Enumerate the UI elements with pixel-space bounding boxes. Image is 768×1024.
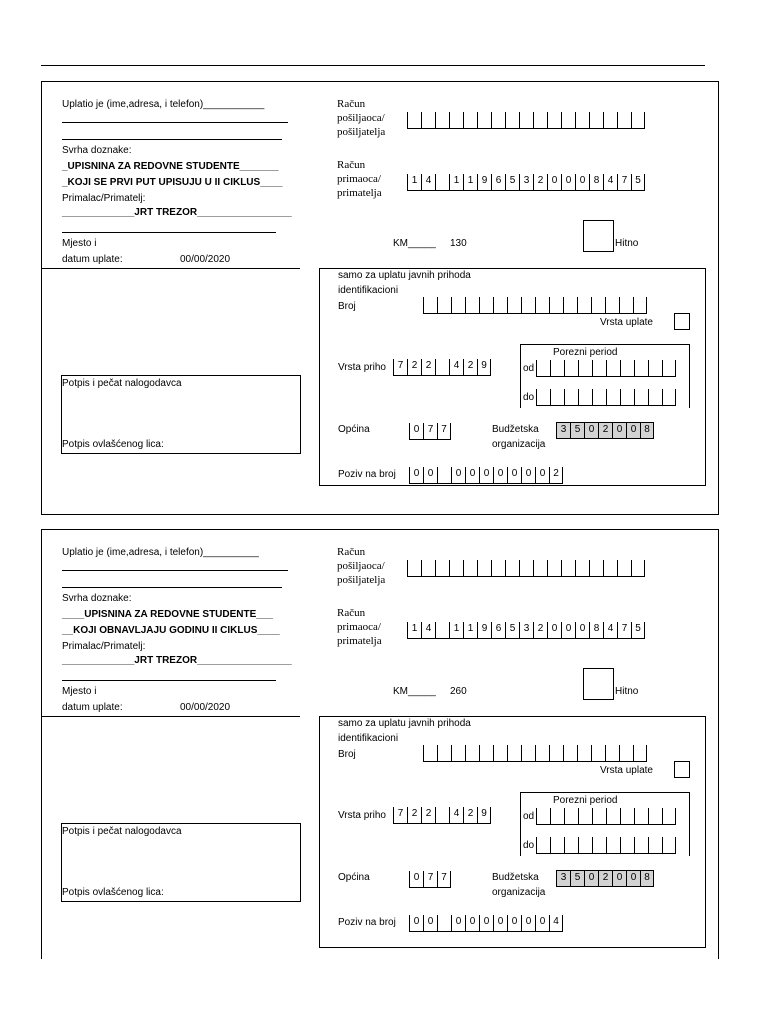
digit-cell[interactable] [536,389,550,405]
digit-cell[interactable] [606,808,620,824]
revenue-type-label: Vrsta priho [338,810,386,821]
digit-cell[interactable] [533,560,547,576]
digit-cell[interactable]: 1 [449,622,463,638]
place-label: Mjesto i [62,238,97,249]
digit-cell[interactable]: 7 [437,871,451,887]
digit-cell[interactable] [465,297,479,313]
digit-cell[interactable]: 5 [570,422,584,438]
digit-cell[interactable]: 7 [617,174,631,190]
digit-cell[interactable] [606,389,620,405]
revenue-type-field[interactable] [393,359,491,376]
municipality-label: Općina [338,424,370,435]
date-value[interactable]: 00/00/2020 [180,702,231,713]
digit-cell[interactable] [564,360,578,376]
purpose-line-1[interactable]: ____UPISNINA ZA REDOVNE STUDENTE___ [62,609,273,620]
recipient-line-2[interactable] [62,680,276,681]
digit-cell[interactable] [591,745,605,761]
digit-cell[interactable]: 2 [407,807,421,823]
digit-cell[interactable]: 3 [556,422,570,438]
digit-cell[interactable] [634,360,648,376]
digit-cell[interactable]: 0 [409,871,423,887]
digit-cell[interactable] [589,560,603,576]
date-label: datum uplate: [62,702,123,713]
digit-cell[interactable] [477,112,491,128]
digit-cell[interactable] [631,112,645,128]
digit-cell[interactable] [592,837,606,853]
id-label-1: identifikacioni [338,733,399,744]
digit-cell[interactable]: 0 [493,467,507,483]
km-label: KM_____ [393,686,436,697]
revenue-type-field[interactable] [393,807,491,824]
digit-cell[interactable] [535,745,549,761]
digit-cell[interactable] [589,112,603,128]
digit-cell[interactable]: 0 [479,915,493,931]
recipient-value[interactable]: _____________JRT TREZOR_________________ [62,655,292,666]
digit-cell[interactable]: 0 [409,467,423,483]
digit-cell[interactable] [633,745,647,761]
id-label-2: Broj [338,301,356,312]
digit-cell[interactable] [561,560,575,576]
digit-cell[interactable] [620,360,634,376]
to-date-field[interactable] [536,837,676,854]
digit-cell[interactable] [563,297,577,313]
signature-label: Potpis i pečat nalogodavca [62,378,182,389]
digit-cell[interactable]: 0 [465,915,479,931]
digit-cell[interactable] [449,560,463,576]
digit-cell[interactable] [634,389,648,405]
digit-cell[interactable]: 2 [421,359,435,375]
budget-org-label-1: Budžetska [492,872,539,883]
digit-cell[interactable]: 2 [463,807,477,823]
purpose-line-2[interactable]: _KOJI SE PRVI PUT UPISUJU U II CIKLUS____ [62,177,283,188]
digit-cell[interactable] [662,837,676,853]
digit-cell[interactable] [547,112,561,128]
digit-cell[interactable]: 0 [507,467,521,483]
from-label: od [523,811,535,822]
digit-cell[interactable]: 0 [451,915,465,931]
digit-cell[interactable] [564,389,578,405]
digit-cell[interactable] [549,297,563,313]
digit-cell[interactable] [550,389,564,405]
digit-cell[interactable]: 5 [570,870,584,886]
digit-cell[interactable] [577,297,591,313]
digit-cell[interactable]: 0 [626,870,640,886]
digit-cell[interactable] [577,745,591,761]
digit-cell[interactable]: 9 [477,622,491,638]
digit-cell[interactable] [479,745,493,761]
digit-cell[interactable]: 4 [549,915,563,931]
digit-cell[interactable] [505,560,519,576]
recipient-account-label: Račun primaoca/ primatelja [337,607,382,647]
digit-cell[interactable]: 0 [584,870,598,886]
recipient-label: Primalac/Primatelj: [62,193,146,204]
digit-cell[interactable] [592,808,606,824]
digit-cell[interactable] [578,837,592,853]
digit-cell[interactable] [423,745,437,761]
reference-field[interactable] [409,467,563,484]
digit-cell[interactable]: 8 [640,870,654,886]
top-rule [41,65,705,66]
digit-cell[interactable] [617,560,631,576]
payment-type-label: Vrsta uplate [600,317,653,328]
digit-cell[interactable] [634,808,648,824]
digit-cell[interactable] [662,389,676,405]
urgent-label: Hitno [615,238,639,249]
digit-cell[interactable] [435,807,449,823]
digit-cell[interactable] [619,297,633,313]
digit-cell[interactable]: 2 [533,622,547,638]
date-value[interactable]: 00/00/2020 [180,254,231,265]
digit-cell[interactable] [521,297,535,313]
tax-period-label: Porezni period [553,347,618,358]
from-date-field[interactable] [536,808,676,825]
digit-cell[interactable] [603,112,617,128]
digit-cell[interactable] [505,112,519,128]
urgent-checkbox[interactable] [583,668,614,700]
digit-cell[interactable] [463,112,477,128]
digit-cell[interactable] [648,360,662,376]
digit-cell[interactable]: 0 [451,467,465,483]
digit-cell[interactable]: 5 [505,622,519,638]
digit-cell[interactable] [437,745,451,761]
recipient-account-field[interactable] [407,622,645,639]
digit-cell[interactable] [547,560,561,576]
digit-cell[interactable] [435,622,449,638]
digit-cell[interactable]: 9 [477,174,491,190]
digit-cell[interactable]: 3 [556,870,570,886]
digit-cell[interactable] [619,745,633,761]
reference-label: Poziv na broj [338,469,396,480]
digit-cell[interactable]: 0 [521,467,535,483]
digit-cell[interactable]: 4 [449,359,463,375]
budget-org-label-2: organizacija [492,887,546,898]
digit-cell[interactable] [536,808,550,824]
digit-cell[interactable]: 2 [407,359,421,375]
digit-cell[interactable]: 3 [519,174,533,190]
digit-cell[interactable] [437,915,451,931]
digit-cell[interactable] [550,837,564,853]
digit-cell[interactable] [491,560,505,576]
digit-cell[interactable] [479,297,493,313]
digit-cell[interactable] [605,745,619,761]
digit-cell[interactable]: 0 [626,422,640,438]
payer-line-1[interactable] [62,122,288,123]
sender-account-field[interactable] [407,112,645,129]
digit-cell[interactable] [591,297,605,313]
tax-period-label: Porezni period [553,795,618,806]
digit-cell[interactable]: 7 [423,423,437,439]
digit-cell[interactable]: 0 [535,915,549,931]
payment-type-checkbox[interactable] [674,761,690,778]
digit-cell[interactable]: 7 [393,359,407,375]
payment-slip-1 [41,81,719,515]
digit-cell[interactable] [605,297,619,313]
km-label: KM_____ [393,238,436,249]
purpose-line-2[interactable]: __KOJI OBNAVLJAJU GODINU II CIKLUS____ [62,625,280,636]
budget-org-label-2: organizacija [492,439,546,450]
to-label: do [523,392,535,403]
digit-cell[interactable]: 0 [561,174,575,190]
date-underline [42,268,300,269]
id-label-1: identifikacioni [338,285,399,296]
municipality-field[interactable] [409,423,451,440]
digit-cell[interactable] [633,297,647,313]
digit-cell[interactable]: 2 [598,870,612,886]
digit-cell[interactable]: 4 [603,174,617,190]
sender-account-label: Račun pošiljaoca/ pošiljatelja [337,98,386,138]
digit-cell[interactable] [451,297,465,313]
digit-cell[interactable]: 7 [437,423,451,439]
budget-org-field[interactable] [556,422,654,439]
recipient-account-field[interactable] [407,174,645,191]
digit-cell[interactable] [563,745,577,761]
digit-cell[interactable]: 5 [631,622,645,638]
payer-line-1[interactable] [62,570,288,571]
payer-label: Uplatio je (ime,adresa, i telefon)__________ [62,547,259,558]
reference-field[interactable] [409,915,563,932]
revenue-type-label: Vrsta priho [338,362,386,373]
digit-cell[interactable] [507,745,521,761]
digit-cell[interactable]: 0 [479,467,493,483]
digit-cell[interactable]: 0 [493,915,507,931]
digit-cell[interactable] [648,389,662,405]
digit-cell[interactable]: 4 [449,807,463,823]
digit-cell[interactable]: 1 [463,174,477,190]
digit-cell[interactable] [465,745,479,761]
digit-cell[interactable]: 0 [612,422,626,438]
id-number-field[interactable] [423,745,647,762]
digit-cell[interactable]: 9 [477,359,491,375]
digit-cell[interactable] [617,112,631,128]
digit-cell[interactable]: 8 [640,422,654,438]
digit-cell[interactable]: 6 [491,622,505,638]
digit-cell[interactable]: 5 [505,174,519,190]
from-date-field[interactable] [536,360,676,377]
digit-cell[interactable] [575,112,589,128]
digit-cell[interactable]: 5 [631,174,645,190]
digit-cell[interactable] [592,360,606,376]
digit-cell[interactable] [620,808,634,824]
digit-cell[interactable] [578,808,592,824]
urgent-checkbox[interactable] [583,220,614,252]
budget-org-label-1: Budžetska [492,424,539,435]
digit-cell[interactable] [437,297,451,313]
digit-cell[interactable] [620,837,634,853]
digit-cell[interactable]: 0 [409,915,423,931]
digit-cell[interactable] [561,112,575,128]
municipality-label: Općina [338,872,370,883]
digit-cell[interactable]: 0 [465,467,479,483]
digit-cell[interactable] [449,112,463,128]
digit-cell[interactable]: 7 [617,622,631,638]
digit-cell[interactable] [435,174,449,190]
digit-cell[interactable] [606,837,620,853]
digit-cell[interactable] [451,745,465,761]
digit-cell[interactable] [662,360,676,376]
sender-account-label: Račun pošiljaoca/ pošiljatelja [337,546,386,586]
digit-cell[interactable]: 0 [575,622,589,638]
digit-cell[interactable] [564,837,578,853]
digit-cell[interactable] [549,745,563,761]
digit-cell[interactable]: 4 [421,622,435,638]
digit-cell[interactable]: 2 [533,174,547,190]
digit-cell[interactable] [536,837,550,853]
digit-cell[interactable] [421,112,435,128]
digit-cell[interactable] [606,360,620,376]
from-label: od [523,363,535,374]
payer-line-2[interactable] [62,139,282,140]
to-date-field[interactable] [536,389,676,406]
digit-cell[interactable] [575,560,589,576]
digit-cell[interactable] [423,297,437,313]
digit-cell[interactable]: 6 [491,174,505,190]
digit-cell[interactable] [648,808,662,824]
digit-cell[interactable]: 0 [547,622,561,638]
digit-cell[interactable] [536,360,550,376]
public-revenue-label: samo za uplatu javnih prihoda [338,270,471,281]
digit-cell[interactable] [493,745,507,761]
digit-cell[interactable]: 0 [423,467,437,483]
digit-cell[interactable] [407,112,421,128]
date-label: datum uplate: [62,254,123,265]
km-amount[interactable]: 260 [450,686,467,697]
digit-cell[interactable]: 4 [421,174,435,190]
digit-cell[interactable] [578,389,592,405]
digit-cell[interactable]: 3 [519,622,533,638]
digit-cell[interactable] [493,297,507,313]
digit-cell[interactable]: 9 [477,807,491,823]
digit-cell[interactable] [421,560,435,576]
digit-cell[interactable]: 1 [407,174,421,190]
digit-cell[interactable]: 2 [549,467,563,483]
digit-cell[interactable]: 7 [423,871,437,887]
digit-cell[interactable] [463,560,477,576]
digit-cell[interactable]: 0 [521,915,535,931]
digit-cell[interactable] [435,560,449,576]
digit-cell[interactable] [550,360,564,376]
digit-cell[interactable]: 0 [423,915,437,931]
budget-org-field[interactable] [556,870,654,887]
public-revenue-label: samo za uplatu javnih prihoda [338,718,471,729]
digit-cell[interactable] [634,837,648,853]
digit-cell[interactable] [603,560,617,576]
digit-cell[interactable]: 0 [547,174,561,190]
recipient-account-label: Račun primaoca/ primatelja [337,159,382,199]
sender-account-field[interactable] [407,560,645,577]
purpose-line-1[interactable]: _UPISNINA ZA REDOVNE STUDENTE_______ [62,161,279,172]
digit-cell[interactable]: 0 [584,422,598,438]
digit-cell[interactable] [491,112,505,128]
digit-cell[interactable]: 0 [409,423,423,439]
digit-cell[interactable] [533,112,547,128]
recipient-label: Primalac/Primatelj: [62,641,146,652]
urgent-label: Hitno [615,686,639,697]
id-label-2: Broj [338,749,356,760]
digit-cell[interactable] [648,837,662,853]
digit-cell[interactable] [631,560,645,576]
reference-label: Poziv na broj [338,917,396,928]
date-underline [42,716,300,717]
digit-cell[interactable]: 4 [603,622,617,638]
id-number-field[interactable] [423,297,647,314]
digit-cell[interactable]: 0 [561,622,575,638]
digit-cell[interactable] [521,745,535,761]
digit-cell[interactable] [662,808,676,824]
digit-cell[interactable] [477,560,491,576]
purpose-label: Svrha doznake: [62,145,132,156]
payer-label: Uplatio je (ime,adresa, i telefon)___________ [62,99,265,110]
digit-cell[interactable] [592,389,606,405]
digit-cell[interactable]: 0 [575,174,589,190]
digit-cell[interactable]: 1 [449,174,463,190]
digit-cell[interactable] [564,808,578,824]
digit-cell[interactable] [519,560,533,576]
to-label: do [523,840,535,851]
digit-cell[interactable]: 1 [407,622,421,638]
digit-cell[interactable]: 0 [507,915,521,931]
payment-slip-2 [41,529,719,959]
purpose-label: Svrha doznake: [62,593,132,604]
digit-cell[interactable] [578,360,592,376]
recipient-value[interactable]: _____________JRT TREZOR_________________ [62,207,292,218]
digit-cell[interactable]: 8 [589,174,603,190]
km-amount[interactable]: 130 [450,238,467,249]
digit-cell[interactable]: 8 [589,622,603,638]
digit-cell[interactable]: 0 [535,467,549,483]
digit-cell[interactable]: 7 [393,807,407,823]
signature-label: Potpis i pečat nalogodavca [62,826,182,837]
digit-cell[interactable]: 1 [463,622,477,638]
place-label: Mjesto i [62,686,97,697]
digit-cell[interactable] [435,359,449,375]
digit-cell[interactable] [407,560,421,576]
municipality-field[interactable] [409,871,451,888]
digit-cell[interactable]: 2 [421,807,435,823]
digit-cell[interactable] [535,297,549,313]
digit-cell[interactable]: 2 [598,422,612,438]
digit-cell[interactable] [435,112,449,128]
digit-cell[interactable]: 2 [463,359,477,375]
digit-cell[interactable]: 0 [612,870,626,886]
authorized-signature-label: Potpis ovlašćenog lica: [62,887,164,898]
payer-line-2[interactable] [62,587,282,588]
recipient-line-2[interactable] [62,232,276,233]
digit-cell[interactable] [550,808,564,824]
digit-cell[interactable] [437,467,451,483]
digit-cell[interactable] [507,297,521,313]
payment-type-label: Vrsta uplate [600,765,653,776]
digit-cell[interactable] [519,112,533,128]
authorized-signature-label: Potpis ovlašćenog lica: [62,439,164,450]
digit-cell[interactable] [620,389,634,405]
payment-type-checkbox[interactable] [674,313,690,330]
